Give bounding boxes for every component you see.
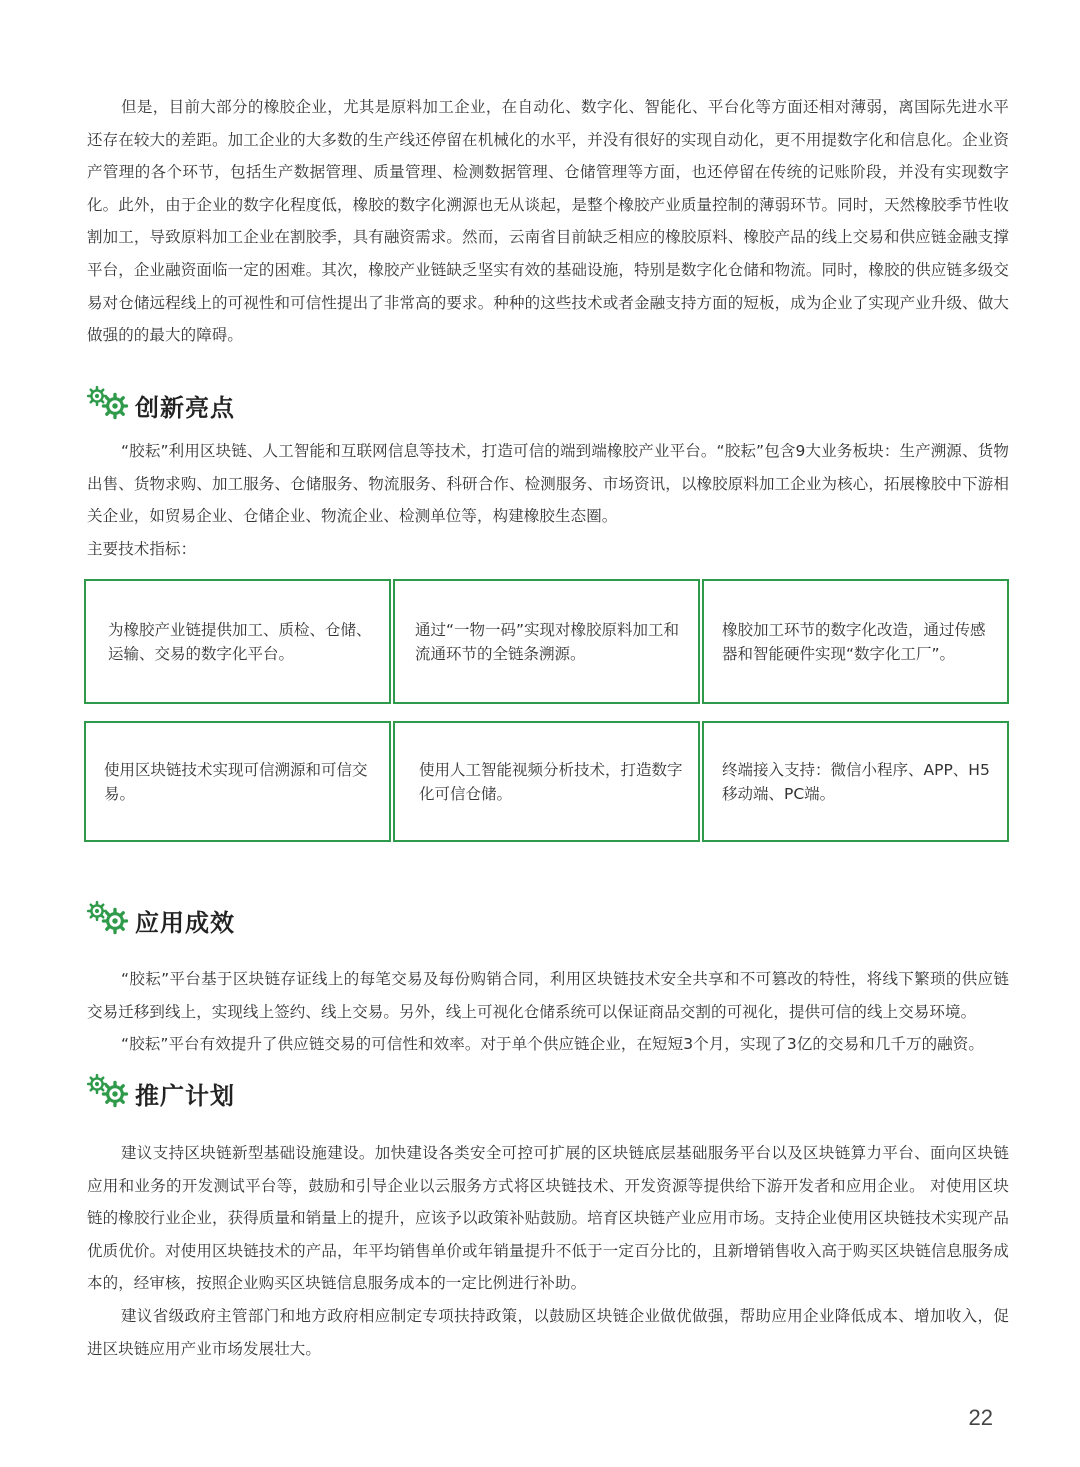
gears-icon <box>85 900 131 940</box>
innovation-heading <box>85 385 235 425</box>
innovation-paragraph: “胶耘”利用区块链、人工智能和互联网信息等技术，打造可信的端到端橡胶产业平台。“胶耘”包含9大业务板块：生产溯源、货物出售、货物求购、加工服务、仓储服务、物流服务、科研合作、检测服务、市场资讯，以橡胶原料加工企业为核心，拓展橡胶中下游相关企业，如贸易企业、仓储企业、物流企业、检测单位等，构建橡胶生态圈。 <box>87 442 1009 526</box>
metric-text: 通过“一物一码”实现对橡胶原料加工和流通环节的全链条溯源。 <box>415 620 680 663</box>
gears-icon <box>85 385 131 425</box>
metric-card <box>393 579 700 704</box>
metric-card <box>84 721 391 842</box>
effect-paragraph-2: “胶耘”平台有效提升了供应链交易的可信性和效率。对于单个供应链企业，在短短3个月，实现了3亿的交易和几千万的融资。 <box>121 1035 984 1053</box>
innovation-title: 创新亮点 <box>135 393 235 422</box>
promotion-heading <box>85 1073 235 1113</box>
promotion-paragraph-2: 建议省级政府主管部门和地方政府相应制定专项扶持政策，以鼓励区块链企业做优做强，帮助应用企业降低成本、增加收入，促进区块链应用产业市场发展壮大。 <box>87 1307 1009 1358</box>
intro-paragraph: 但是，目前大部分的橡胶企业，尤其是原料加工企业，在自动化、数字化、智能化、平台化等方面还相对薄弱，离国际先进水平还存在较大的差距。加工企业的大多数的生产线还停留在机械化的水平，并没有很好的实现自动化，更不用提数字化和信息化。企业资产管理的各个环节，包括生产数据管理、质量管理、检测数据管理、仓储管理等方面，也还停留在传统的记账阶段，并没有实现数字化。此外，由于企业的数字化程度低，橡胶的数字化溯源也无从谈起，是整个橡胶产业质量控制的薄弱环节。同时，天然橡胶季节性收割加工，导致原料加工企业在割胶季，具有融资需求。然而，云南省目前缺乏相应的橡胶原料、橡胶产品的线上交易和供应链金融支撑平台，企业融资面临一定的困难。其次，橡胶产业链缺乏坚实有效的基础设施，特别是数字化仓储和物流。同时，橡胶的供应链多级交易对仓储远程线上的可视性和可信性提出了非常高的要求。种种的这些技术或者金融支持方面的短板，成为企业了实现产业升级、做大做强的的最大的障碍。 <box>87 98 1009 345</box>
promotion-paragraph-1: 建议支持区块链新型基础设施建设。加快建设各类安全可控可扩展的区块链底层基础服务平台以及区块链算力平台、面向区块链应用和业务的开发测试平台等，鼓励和引导企业以云服务方式将区块链技术、开发资源等提供给下游开发者和应用企业。 对使用区块链的橡胶行业企业，获得质量和销量上的提升，应该予以政策补贴鼓励。培育区块链产业应用市场。支持企业使用区块链技术实现产品优质优价。对使用区块链技术的产品，年平均销售单价或年销量提升不低于一定百分比的，且新增销售收入高于购买区块链信息服务成本的，经审核，按照企业购买区块链信息服务成本的一定比例进行补助。 <box>87 1144 1009 1293</box>
metric-text: 使用人工智能视频分析技术，打造数字化可信仓储。 <box>419 760 683 803</box>
metric-card <box>702 579 1009 704</box>
metric-card <box>393 721 700 842</box>
effect-title: 应用成效 <box>135 908 235 937</box>
effect-paragraph-1: “胶耘”平台基于区块链存证线上的每笔交易及每份购销合同，利用区块链技术安全共享和不可篡改的特性，将线下繁琐的供应链交易迁移到线上，实现线上签约、线上交易。另外，线上可视化仓储系统可以保证商品交割的可视化，提供可信的线上交易环境。 <box>87 970 1009 1021</box>
metric-card <box>702 721 1009 842</box>
promotion-title: 推广计划 <box>135 1081 235 1110</box>
metric-text: 使用区块链技术实现可信溯源和可信交易。 <box>104 760 368 803</box>
metric-card <box>84 579 391 704</box>
gears-icon <box>85 1073 131 1113</box>
effect-heading <box>85 900 235 940</box>
page-number: 22 <box>968 1405 993 1430</box>
metric-text: 为橡胶产业链提供加工、质检、仓储、运输、交易的数字化平台。 <box>108 620 372 663</box>
metric-text: 橡胶加工环节的数字化改造，通过传感器和智能硬件实现“数字化工厂”。 <box>722 620 986 663</box>
metrics-label: 主要技术指标： <box>87 540 197 558</box>
metric-text: 终端接入支持：微信小程序、APP、H5移动端、PC端。 <box>722 760 990 803</box>
